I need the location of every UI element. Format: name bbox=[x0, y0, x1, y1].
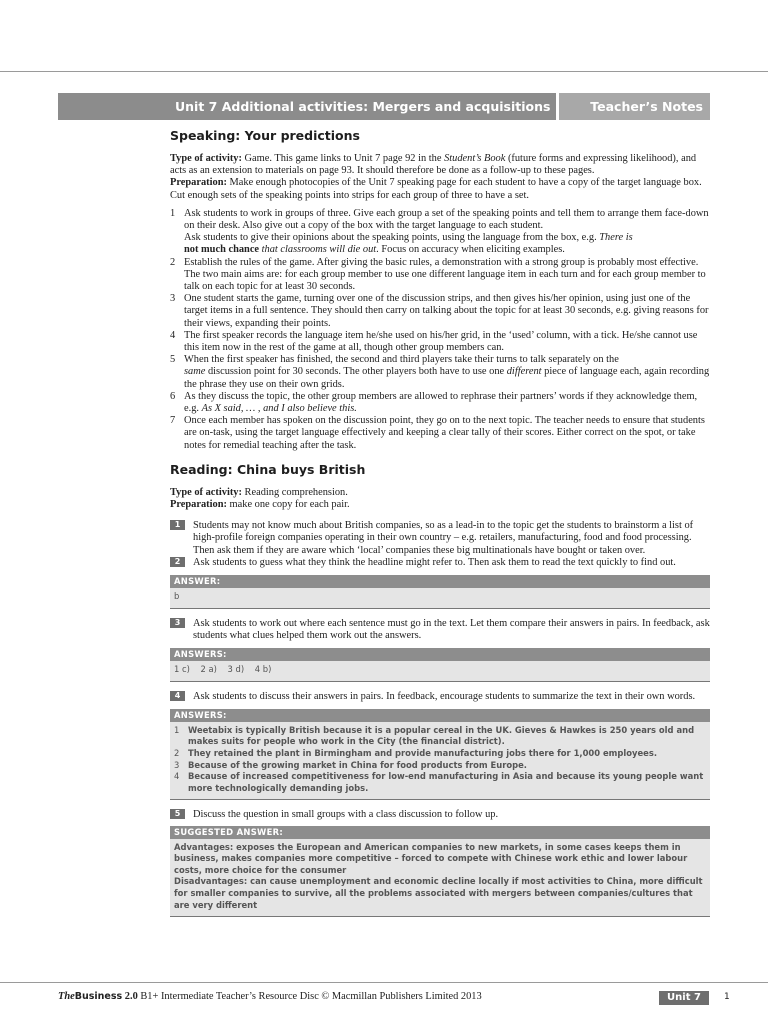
item-number-box: 5 bbox=[170, 809, 185, 819]
step-text: . Focus on accuracy when eliciting examples. bbox=[376, 244, 565, 256]
answer-row bbox=[174, 725, 706, 748]
step-text: Ask students to work in groups of three. Give each group a set of the speaking points and tell them to arrange them face-down on their desk. Also give out a copy of the box with the target language to each student. bbox=[184, 207, 709, 232]
answers-label: ANSWERS: bbox=[170, 709, 710, 722]
item-number-box: 2 bbox=[170, 557, 185, 567]
suggested-answer-body bbox=[170, 839, 710, 917]
reading-item bbox=[170, 691, 710, 703]
footer-version: 2.0 bbox=[122, 991, 138, 1002]
speaking-type bbox=[170, 153, 710, 177]
reading-prep bbox=[170, 499, 710, 511]
answer-row bbox=[174, 771, 706, 794]
step-number: 6 bbox=[170, 390, 176, 402]
item-text: Ask students to work out where each sentence must go in the text. Let them compare their answers in pairs. In feedback, ask students what clues helped them work out the answers. bbox=[193, 617, 710, 641]
footer-brand: Business bbox=[74, 991, 123, 1002]
answer-text: b bbox=[174, 591, 180, 602]
step-number: 4 bbox=[170, 329, 176, 341]
answer-row-number: 2 bbox=[174, 748, 180, 759]
speaking-step bbox=[170, 293, 710, 330]
footer-text: B1+ Intermediate Teacher’s Resource Disc © Macmillan Publishers Limited 2013 bbox=[137, 991, 482, 1002]
answer-row-text: They retained the plant in Birmingham and provide manufacturing jobs there for 1,000 employees. bbox=[188, 748, 658, 759]
speaking-step bbox=[170, 391, 710, 415]
step-text-italic: that classrooms will die out bbox=[261, 244, 377, 256]
answers-list bbox=[170, 722, 710, 800]
reading-prep-label: Preparation: bbox=[170, 499, 227, 511]
item-number-box: 4 bbox=[170, 691, 185, 701]
step-text-italic: There is bbox=[599, 232, 633, 244]
suggested-advantages: Advantages: exposes the European and American companies to new markets, in some cases keeps them in business, makes companies more competitive – forced to compete with Chinese work ethic and lower labour costs, more choice for the consumer bbox=[174, 841, 688, 875]
speaking-steps bbox=[170, 208, 710, 452]
speaking-step bbox=[170, 415, 710, 452]
footer-brand-the: The bbox=[58, 991, 75, 1002]
item-text: Discuss the question in small groups with a class discussion to follow up. bbox=[193, 809, 499, 821]
speaking-step bbox=[170, 257, 710, 294]
footer-page-number: 1 bbox=[724, 992, 730, 1002]
answer-label: ANSWER: bbox=[170, 575, 710, 588]
speaking-step bbox=[170, 354, 710, 391]
item-number-box: 1 bbox=[170, 520, 185, 530]
header-bar bbox=[58, 93, 710, 120]
step-text-italic: different bbox=[506, 366, 542, 378]
step-number: 1 bbox=[170, 207, 176, 219]
reading-type-label: Type of activity: bbox=[170, 486, 242, 498]
speaking-type-text-1: Game. This game links to Unit 7 page 92 in the bbox=[241, 153, 445, 164]
reading-type-text: Reading comprehension. bbox=[241, 486, 348, 498]
speaking-prep-label: Preparation: bbox=[170, 177, 227, 189]
answer-row-number: 3 bbox=[174, 759, 180, 770]
reading-item bbox=[170, 557, 710, 569]
step-text-italic: same bbox=[184, 366, 206, 378]
answer-row-text: Weetabix is typically British because it is a popular cereal in the UK. Gieves & Hawkes is 250 years old and makes suits for people who work in the City (the financial district). bbox=[188, 724, 695, 747]
reading-heading: Reading: China buys British bbox=[170, 461, 366, 477]
answers-label: ANSWERS: bbox=[170, 648, 710, 661]
speaking-prep bbox=[170, 177, 710, 201]
reading-item bbox=[170, 520, 710, 557]
speaking-type-book: Student’s Book bbox=[444, 153, 506, 164]
answer-row-number: 1 bbox=[174, 724, 180, 735]
step-text: Ask students to give their opinions about the speaking points, using the language from the box, e.g. bbox=[184, 232, 600, 244]
reading-item bbox=[170, 618, 710, 642]
footer-credit bbox=[58, 991, 482, 1002]
speaking-step bbox=[170, 208, 710, 257]
answers-box bbox=[170, 709, 710, 801]
step-number: 5 bbox=[170, 354, 176, 366]
reading-prep-text: make one copy for each pair. bbox=[226, 499, 350, 511]
item-text: Students may not know much about British companies, so as a lead-in to the topic get the students to brainstorm a list of high-profile foreign companies operating in their own country – e.g. retailers, manufacturing, food and food processing. Then ask them if they are aware which ‘local’ companies these big multinationals have bought or taken over. bbox=[193, 520, 694, 556]
step-text: As they discuss the topic, the other group members are allowed to rephrase their partners’ words if they acknowledge them, e.g. bbox=[184, 390, 698, 415]
step-text: When the first speaker has finished, the second and third players take their turns to talk separately on the bbox=[184, 354, 619, 366]
suggested-answer-label: SUGGESTED ANSWER: bbox=[170, 826, 710, 839]
answers-box bbox=[170, 648, 710, 682]
step-text: discussion point for 30 seconds. The other players both have to use one bbox=[205, 366, 507, 378]
header-title: Unit 7 Additional activities: Mergers and acquisitions bbox=[58, 93, 556, 120]
step-text-italic: As X said, … , and I also believe this. bbox=[201, 403, 357, 415]
speaking-prep-text: Make enough photocopies of the Unit 7 speaking page for each student to have a copy of the target language box. Cut enough sets of the speaking points into strips for each group of three to have a set. bbox=[170, 177, 702, 201]
header-teachers-notes: Teacher’s Notes bbox=[559, 93, 710, 120]
page-content bbox=[170, 128, 710, 926]
item-text: Ask students to discuss their answers in pairs. In feedback, encourage students to summarize the text in their own words. bbox=[193, 690, 696, 702]
suggested-disadvantages: Disadvantages: can cause unemployment and economic decline locally if most activities to China, more difficult for smaller companies to survive, all the problems associated with mergers between companies/cultures that are very different bbox=[174, 876, 703, 910]
step-text: piece of language each, again recording the phrase they use on their own grids. bbox=[184, 366, 710, 390]
answer-row bbox=[174, 748, 706, 760]
speaking-type-label: Type of activity: bbox=[170, 153, 242, 164]
footer-unit-badge: Unit 7 bbox=[659, 991, 709, 1005]
speaking-step bbox=[170, 330, 710, 354]
item-number-box: 3 bbox=[170, 618, 185, 628]
answer-row-text: Because of the growing market in China for food products from Europe. bbox=[188, 759, 527, 770]
answers-text: 1 c) 2 a) 3 d) 4 b) bbox=[174, 664, 272, 675]
top-rule bbox=[0, 71, 768, 72]
item-text: Ask students to guess what they think the headline might refer to. Then ask them to read the text quickly to find out. bbox=[193, 556, 676, 568]
step-text: One student starts the game, turning over one of the discussion strips, and then gives his/her opinion, using just one of the target items in a full sentence. They should then carry on talking about the topic for at least 30 seconds, e.g. giving reasons for their views, expanding their points. bbox=[184, 293, 709, 329]
step-text: The first speaker records the language item he/she used on his/her grid, in the ‘used’ column, with a tick. He/she cannot use this item now in the rest of the game at all, though other group members can. bbox=[184, 329, 698, 354]
step-text: Once each member has spoken on the discussion point, they go on to the next topic. The teacher needs to ensure that students are on-task, using the target language effectively and keeping a clear tally of their scores. Either correct on the spot, or take notes for remedial teaching after the task. bbox=[184, 415, 705, 451]
footer-rule bbox=[0, 982, 768, 983]
step-number: 7 bbox=[170, 415, 176, 427]
answer-row-number: 4 bbox=[174, 771, 180, 782]
footer bbox=[58, 991, 738, 1005]
answer-row-text: Because of increased competitiveness for low-end manufacturing in Asia and because its young people want more technologically demanding jobs. bbox=[188, 771, 704, 793]
step-text-bold: not much chance bbox=[184, 244, 260, 256]
reading-type bbox=[170, 487, 710, 499]
suggested-answer-box bbox=[170, 826, 710, 918]
step-number: 3 bbox=[170, 293, 176, 305]
speaking-heading: Speaking: Your predictions bbox=[170, 128, 360, 143]
answer-row bbox=[174, 760, 706, 772]
answer-box bbox=[170, 575, 710, 609]
step-text: Establish the rules of the game. After giving the basic rules, a demonstration with a strong group is probably most effective. The two main aims are: for each group member to use one different language item in each turn and for each group member to talk on each topic for at least 30 seconds. bbox=[184, 256, 706, 293]
step-number: 2 bbox=[170, 256, 176, 268]
reading-item bbox=[170, 809, 710, 821]
speaking-type-text-2: (future forms and expressing likelihood), and acts as an extension to materials on page 93. It should therefore be done as a follow-up to these pages. bbox=[170, 153, 697, 177]
